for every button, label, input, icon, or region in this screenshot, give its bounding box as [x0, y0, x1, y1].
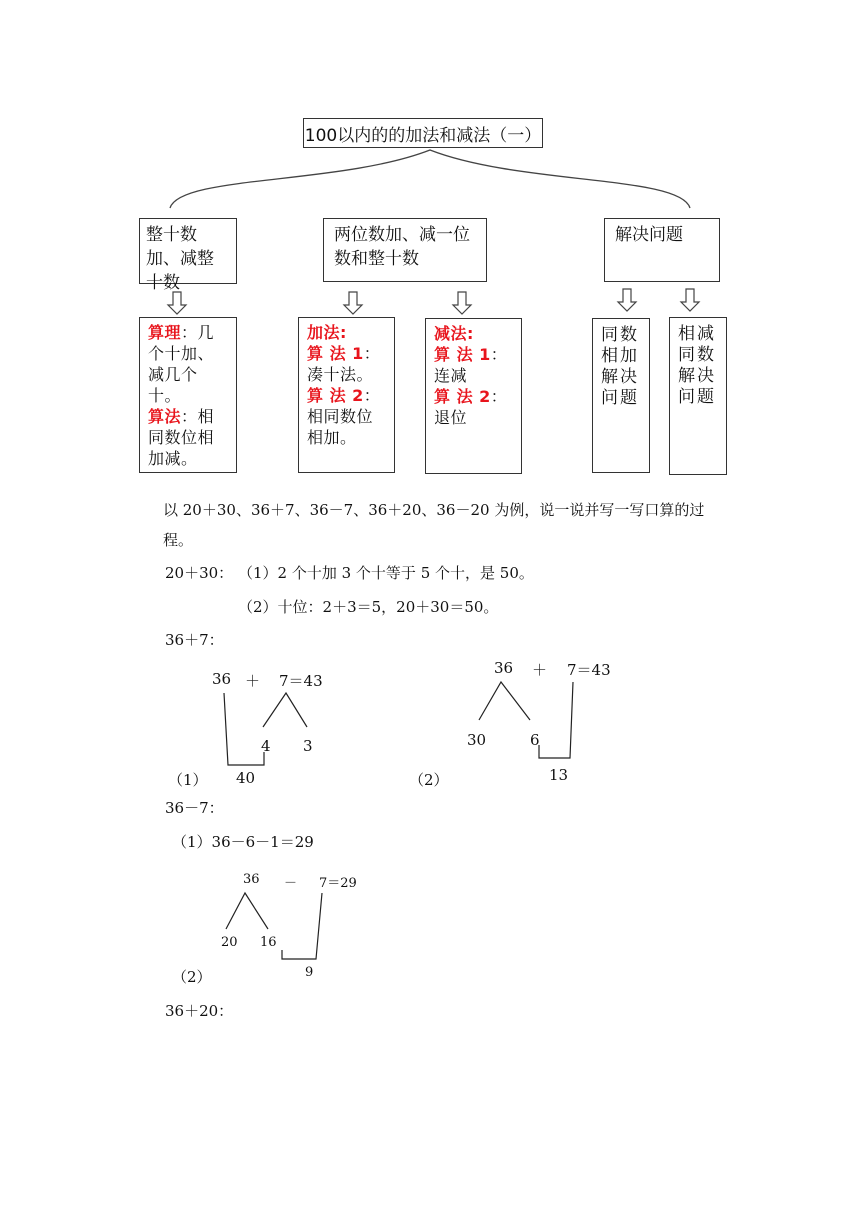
split-part: 16 — [260, 935, 277, 950]
example-line: （2）十位：2＋3＝5，20＋30＝50。 — [238, 598, 499, 616]
method-label: 算 法 1 — [434, 345, 491, 364]
operator: ＋ — [245, 672, 261, 690]
split-branch — [479, 682, 530, 720]
operand-a: 36 — [494, 659, 514, 677]
method-heading: 减法: — [434, 324, 474, 343]
category-text: 解决问题 — [615, 225, 683, 245]
example-label: 36＋7： — [165, 631, 224, 649]
operator: － — [284, 876, 298, 891]
partial-result: 13 — [549, 766, 569, 784]
method-tag: （2） — [409, 771, 449, 789]
method-label: 算法 — [148, 407, 182, 426]
split-part: 3 — [303, 737, 313, 755]
partial-result: 9 — [305, 965, 314, 980]
method-tag: （1） — [168, 771, 208, 789]
method-text: ：退位 — [434, 387, 508, 427]
method-tag: （2） — [172, 968, 212, 986]
title-text: 100以内的的加法和减法（一） — [304, 125, 542, 146]
operand-b: 7＝29 — [319, 876, 357, 891]
split-part: 20 — [221, 935, 238, 950]
method-text: ：连减 — [434, 345, 508, 385]
example-label: 36＋20： — [165, 1002, 234, 1020]
operand-a: 36 — [212, 670, 232, 688]
split-part: 30 — [467, 731, 487, 749]
split-part: 6 — [530, 731, 540, 749]
partial-result: 40 — [236, 769, 256, 787]
method-text: ：相同数位相加减。 — [148, 407, 215, 468]
operator: ＋ — [532, 661, 548, 679]
method-text: ：几个十加、减几个十。 — [148, 323, 215, 405]
method-text: 相减同数解决问题 — [678, 324, 716, 407]
bracket — [224, 693, 264, 765]
example-line: （1）36－6－1＝29 — [172, 833, 314, 851]
example-label: 20＋30： — [165, 564, 234, 582]
method-text: 同数相加解决问题 — [601, 325, 639, 408]
split-part: 4 — [261, 737, 271, 755]
operand-b: 7＝43 — [567, 661, 611, 679]
method-label: 算 法 2 — [307, 386, 364, 405]
category-text: 整十数加、减整十数 — [146, 225, 214, 293]
bracket — [282, 893, 322, 959]
split-branch — [263, 693, 307, 727]
split-branch — [226, 893, 268, 929]
bracket — [539, 682, 573, 758]
method-label: 算 法 2 — [434, 387, 491, 406]
category-text: 两位数加、减一位数和整十数 — [334, 225, 470, 269]
intro-paragraph: 以 20＋30、36＋7、36－7、36＋20、36－20 为例，说一说并写一写口算的过程。 — [163, 501, 705, 549]
operand-b: 7＝43 — [279, 672, 323, 690]
method-text: ：相同数位相加。 — [307, 386, 381, 447]
method-text: ：凑十法。 — [307, 344, 381, 384]
method-label: 算 法 1 — [307, 344, 364, 363]
example-line: （1）2 个十加 3 个十等于 5 个十，是 50。 — [238, 564, 534, 582]
method-label: 算理 — [148, 323, 182, 342]
method-heading: 加法: — [307, 323, 347, 342]
operand-a: 36 — [243, 872, 260, 887]
example-label: 36－7： — [165, 799, 224, 817]
